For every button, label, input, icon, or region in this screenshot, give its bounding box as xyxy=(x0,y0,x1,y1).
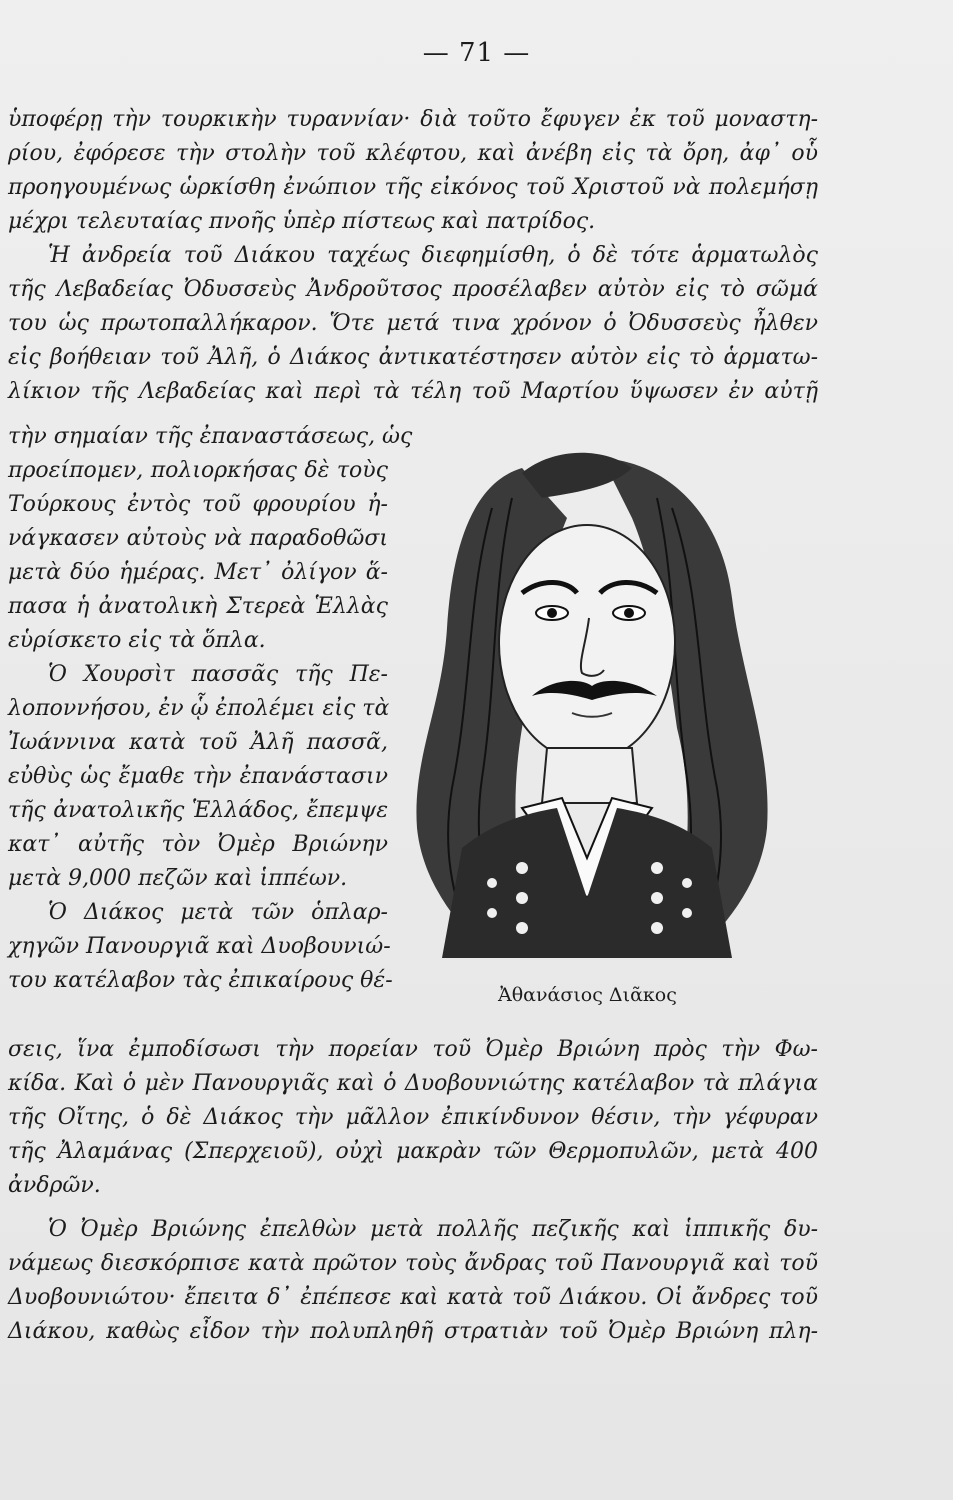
text-line: Ὁ Διάκος μετὰ τῶν ὁπλαρ- xyxy=(48,900,388,925)
text-line: τῆς Λεβαδείας Ὀδυσσεὺς Ἀνδροῦτσος προσέλαβεν αὐτὸν εἰς τὸ σῶμά xyxy=(8,277,818,302)
text-line: προηγουμένως ὡρκίσθη ἐνώπιον τῆς εἰκόνος τοῦ Χριστοῦ νὰ πολεμήσῃ xyxy=(8,175,818,200)
text-line: λίκιον τῆς Λεβαδείας καὶ περὶ τὰ τέλη τοῦ Μαρτίου ὕψωσεν ἐν αὐτῇ xyxy=(8,379,818,404)
text-line: μετὰ δύο ἡμέρας. Μετ᾽ ὀλίγον ἅ- xyxy=(8,560,388,585)
text-line: λοποννήσου, ἐν ᾧ ἐπολέμει εἰς τὰ xyxy=(8,696,390,721)
text-line: του ὡς πρωτοπαλλήκαρον. Ὅτε μετά τινα χρόνον ὁ Ὀδυσσεὺς ἦλθεν xyxy=(8,311,818,336)
text-line: προείπομεν, πολιορκήσας δὲ τοὺς xyxy=(8,458,388,483)
text-line: μέχρι τελευταίας πνοῆς ὑπὲρ πίστεως καὶ πατρίδος. xyxy=(8,209,596,234)
text-line: ρίου, ἐφόρεσε τὴν στολὴν τοῦ κλέφτου, καὶ ἀνέβη εἰς τὰ ὄρη, ἀφ᾽ οὗ xyxy=(8,141,818,166)
text-line: εἰς βοήθειαν τοῦ Ἀλῆ, ὁ Διάκος ἀντικατέστησεν αὐτὸν εἰς τὸ ἁρματω- xyxy=(8,345,818,370)
text-line: του κατέλαβον τὰς ἐπικαίρους θέ- xyxy=(8,968,393,993)
text-line: νάμεως διεσκόρπισε κατὰ πρῶτον τοὺς ἄνδρας τοῦ Πανουργιᾶ καὶ τοῦ xyxy=(8,1251,818,1276)
text-line: τῆς ἀνατολικῆς Ἑλλάδος, ἔπεμψε xyxy=(8,798,388,823)
text-line: εὑρίσκετο εἰς τὰ ὅπλα. xyxy=(8,628,266,653)
text-line: κατ᾽ αὐτῆς τὸν Ὀμὲρ Βριώνην xyxy=(8,832,388,857)
text-line: τὴν σημαίαν τῆς ἐπαναστάσεως, ὡς xyxy=(8,424,413,449)
portrait-caption: Ἀθανάσιος Διᾶκος xyxy=(498,984,677,1006)
text-line: σεις, ἵνα ἐμποδίσωσι τὴν πορείαν τοῦ Ὀμὲρ Βριώνη πρὸς τὴν Φω- xyxy=(8,1037,818,1062)
text-line: Διάκου, καθὼς εἶδον τὴν πολυπληθῆ στρατιὰν τοῦ Ὀμὲρ Βριώνη πλη- xyxy=(8,1319,818,1344)
text-line: χηγῶν Πανουργιᾶ καὶ Δυοβουνιώ- xyxy=(8,934,391,959)
text-line: νάγκασεν αὐτοὺς νὰ παραδοθῶσι xyxy=(8,526,388,551)
text-line: εὐθὺς ὡς ἔμαθε τὴν ἐπανάστασιν xyxy=(8,764,388,789)
text-line: Ἡ ἀνδρεία τοῦ Διάκου ταχέως διεφημίσθη, ὁ δὲ τότε ἁρματωλὸς xyxy=(48,243,818,268)
portrait-illustration xyxy=(372,428,792,958)
text-line: πασα ἡ ἀνατολικὴ Στερεὰ Ἑλλὰς xyxy=(8,594,388,619)
text-line: Ὁ Ὀμὲρ Βριώνης ἐπελθὼν μετὰ πολλῆς πεζικῆς καὶ ἱππικῆς δυ- xyxy=(48,1217,818,1242)
text-line: τῆς Ἀλαμάνας (Σπερχειοῦ), οὐχὶ μακρὰν τῶν Θερμοπυλῶν, μετὰ 400 xyxy=(8,1139,818,1164)
text-line: Τούρκους ἐντὸς τοῦ φρουρίου ἠ- xyxy=(8,492,388,517)
text-line: ἀνδρῶν. xyxy=(8,1173,101,1198)
text-line: Δυοβουνιώτου· ἔπειτα δ᾽ ἐπέπεσε καὶ κατὰ τοῦ Διάκου. Οἱ ἄνδρες τοῦ xyxy=(8,1285,818,1310)
text-line: κίδα. Καὶ ὁ μὲν Πανουργιᾶς καὶ ὁ Δυοβουνιώτης κατέλαβον τὰ πλάγια xyxy=(8,1071,818,1096)
text-line: ὑποφέρῃ τὴν τουρκικὴν τυραννίαν· διὰ τοῦτο ἔφυγεν ἐκ τοῦ μοναστη- xyxy=(8,107,818,132)
text-line: Ἰωάννινα κατὰ τοῦ Ἀλῆ πασσᾶ, xyxy=(8,730,388,755)
text-line: μετὰ 9,000 πεζῶν καὶ ἱππέων. xyxy=(8,866,348,891)
text-line: Ὁ Χουρσὶτ πασσᾶς τῆς Πε- xyxy=(48,662,388,687)
page-number: — 71 — xyxy=(422,38,531,68)
text-line: τῆς Οἴτης, ὁ δὲ Διάκος τὴν μᾶλλον ἐπικίνδυνον θέσιν, τὴν γέφυραν xyxy=(8,1105,818,1130)
